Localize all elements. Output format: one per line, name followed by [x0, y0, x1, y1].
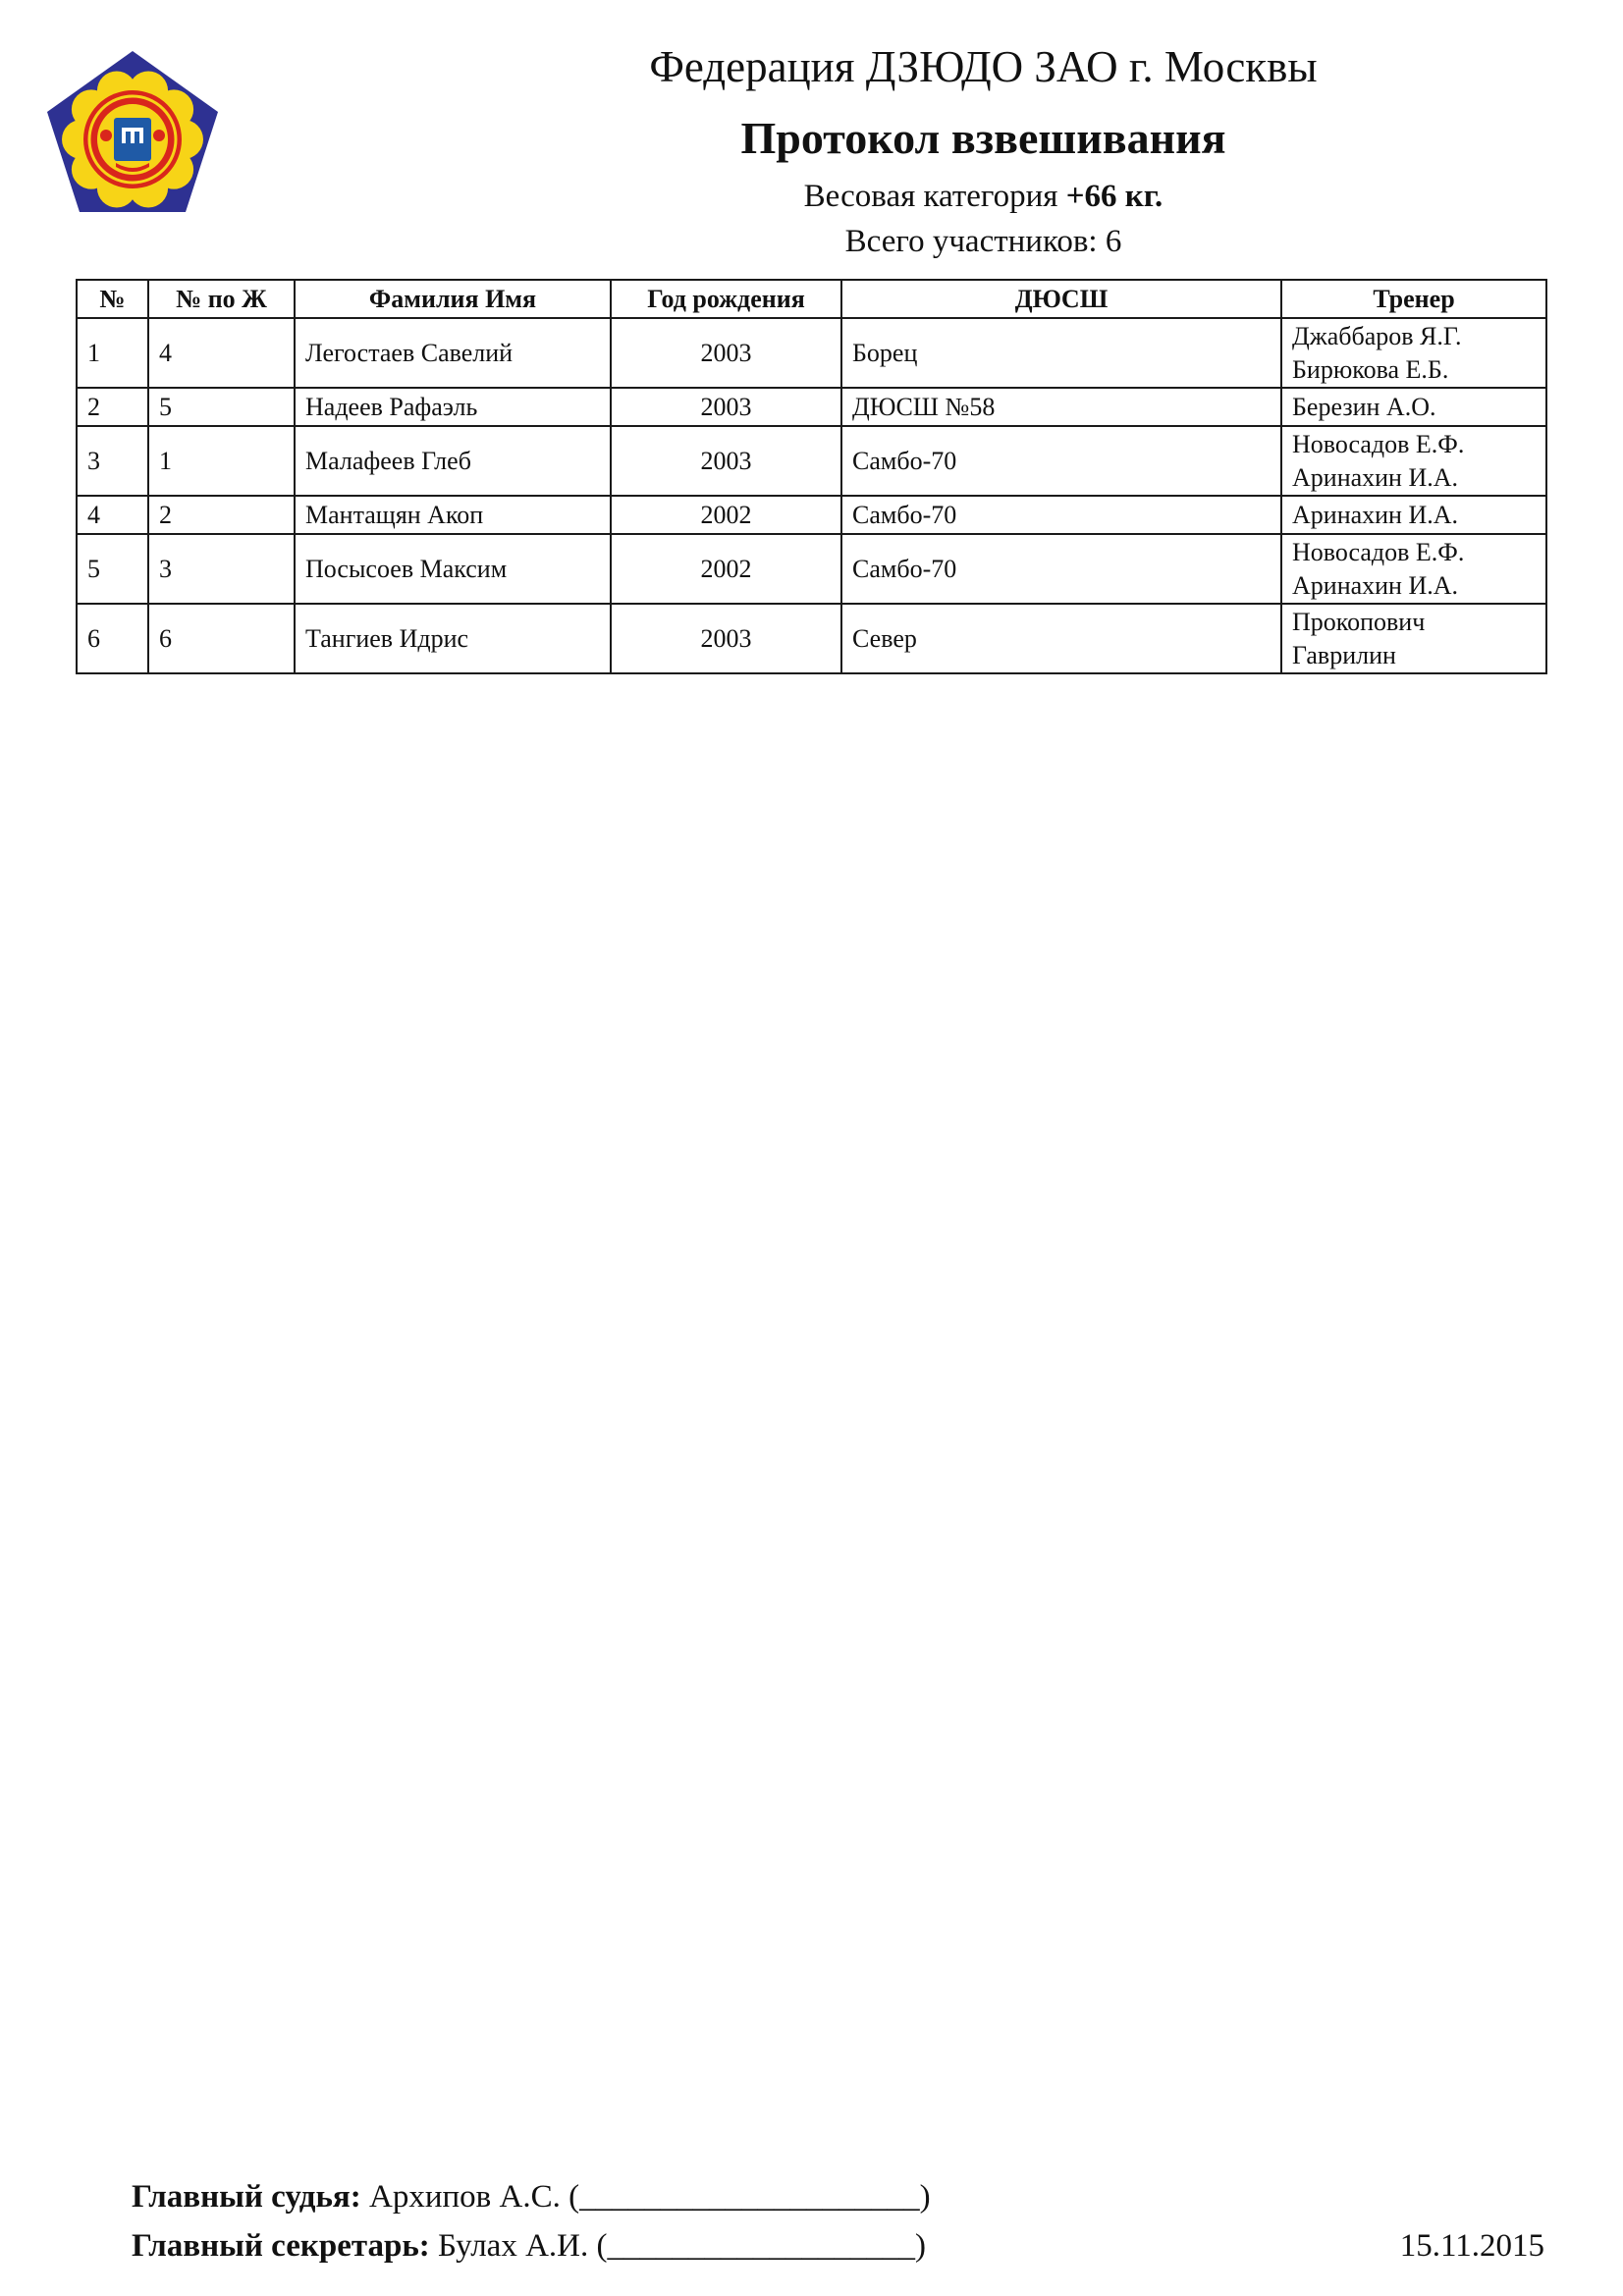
cell-school: ДЮСШ №58: [841, 388, 1281, 426]
federation-name: Федерация ДЗЮДО ЗАО г. Москвы: [649, 42, 1318, 91]
cell-coach: [1281, 388, 1546, 426]
table-row: [77, 426, 1546, 496]
col-header-draw-number: № по Ж: [148, 280, 295, 318]
coach-name: Джаббаров Я.Г.: [1292, 321, 1462, 350]
col-header-name: Фамилия Имя: [295, 280, 611, 318]
cell-name: Посысоев Максим: [295, 534, 611, 604]
participants-label: Всего участников:: [844, 224, 1098, 259]
weight-category-label: Весовая категория: [803, 179, 1058, 214]
col-header-school: ДЮСШ: [841, 280, 1281, 318]
cell-school: Борец: [841, 318, 1281, 388]
cell-coach: [1281, 496, 1546, 534]
table-row: [77, 604, 1546, 673]
chief-judge-name: Архипов А.С. (_____________________): [369, 2179, 931, 2215]
cell-birth-year: 2003: [611, 604, 841, 673]
cell-birth-year: 2003: [611, 318, 841, 388]
cell-draw-number: 5: [148, 388, 295, 426]
coach-name: Березин А.О.: [1292, 392, 1436, 421]
weight-category: [172, 179, 1623, 215]
table-header-row: [77, 280, 1546, 318]
coach-name: Новосадов Е.Ф.: [1292, 429, 1465, 458]
participants-total: [172, 224, 1623, 260]
coach-name: Аринахин И.А.: [1292, 462, 1459, 492]
cell-draw-number: 6: [148, 604, 295, 673]
coach-name: Гаврилин: [1292, 640, 1396, 669]
cell-name: Легостаев Савелий: [295, 318, 611, 388]
cell-school: Север: [841, 604, 1281, 673]
cell-number: 6: [77, 604, 148, 673]
cell-number: 1: [77, 318, 148, 388]
cell-school: Самбо-70: [841, 496, 1281, 534]
cell-birth-year: 2003: [611, 388, 841, 426]
weigh-in-table: [76, 279, 1547, 674]
table-row: [77, 496, 1546, 534]
chief-secretary-label: Главный секретарь:: [132, 2228, 430, 2264]
cell-coach: [1281, 318, 1546, 388]
chief-secretary: [132, 2228, 926, 2265]
cell-name: Мантащян Акоп: [295, 496, 611, 534]
cell-coach: [1281, 604, 1546, 673]
cell-school: Самбо-70: [841, 534, 1281, 604]
cell-number: 5: [77, 534, 148, 604]
document-date: 15.11.2015: [1399, 2228, 1544, 2264]
col-header-number: №: [77, 280, 148, 318]
col-header-birth-year: Год рождения: [611, 280, 841, 318]
table-row: [77, 388, 1546, 426]
cell-name: Тангиев Идрис: [295, 604, 611, 673]
cell-coach: [1281, 426, 1546, 496]
cell-number: 3: [77, 426, 148, 496]
chief-secretary-name: Булах А.И. (___________________): [438, 2228, 926, 2264]
cell-number: 4: [77, 496, 148, 534]
page-title: Протокол взвешивания: [740, 113, 1226, 163]
cell-name: Малафеев Глеб: [295, 426, 611, 496]
cell-birth-year: 2003: [611, 426, 841, 496]
cell-draw-number: 3: [148, 534, 295, 604]
chief-judge: [132, 2179, 931, 2216]
coach-name: Аринахин И.А.: [1292, 570, 1459, 600]
coach-name: Аринахин И.А.: [1292, 500, 1459, 529]
table-row: [77, 534, 1546, 604]
coach-name: Прокопович: [1292, 607, 1426, 636]
cell-birth-year: 2002: [611, 496, 841, 534]
cell-draw-number: 4: [148, 318, 295, 388]
participants-count: 6: [1105, 224, 1122, 259]
cell-coach: [1281, 534, 1546, 604]
weight-category-value: +66 кг.: [1065, 179, 1163, 214]
cell-draw-number: 2: [148, 496, 295, 534]
cell-birth-year: 2002: [611, 534, 841, 604]
table-row: [77, 318, 1546, 388]
cell-draw-number: 1: [148, 426, 295, 496]
cell-name: Надеев Рафаэль: [295, 388, 611, 426]
chief-judge-label: Главный судья:: [132, 2179, 361, 2215]
coach-name: Бирюкова Е.Б.: [1292, 354, 1449, 384]
cell-school: Самбо-70: [841, 426, 1281, 496]
col-header-coach: Тренер: [1281, 280, 1546, 318]
coach-name: Новосадов Е.Ф.: [1292, 537, 1465, 566]
cell-number: 2: [77, 388, 148, 426]
